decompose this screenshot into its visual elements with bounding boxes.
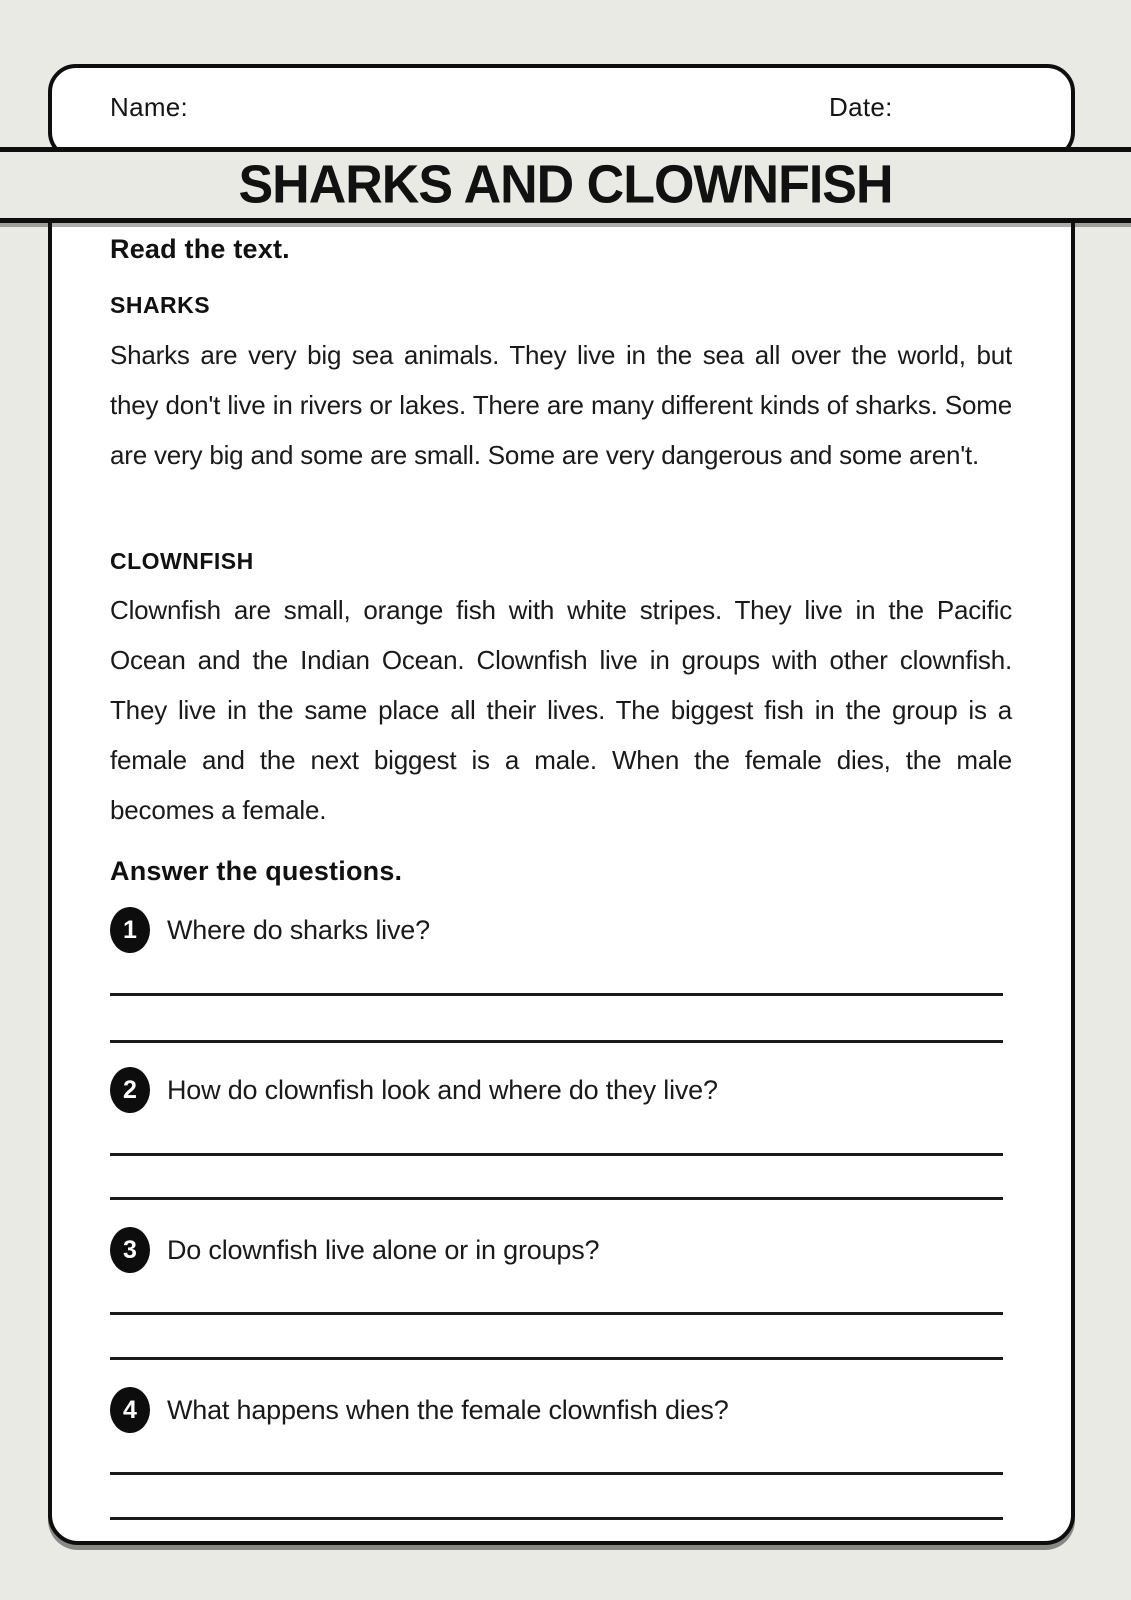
answer-line-1a[interactable]: [110, 993, 1003, 996]
answer-instruction: Answer the questions.: [110, 856, 403, 886]
question-row-4: [110, 1387, 729, 1433]
answer-line-4a[interactable]: [110, 1472, 1003, 1475]
answer-line-3a[interactable]: [110, 1312, 1003, 1315]
passage-heading-clownfish: CLOWNFISH: [110, 548, 254, 574]
question-text-3: Do clownfish live alone or in groups?: [167, 1235, 600, 1265]
title-band: [0, 147, 1131, 223]
question-number-badge-3: 3: [110, 1227, 150, 1273]
question-row-1: [110, 907, 430, 953]
worksheet-title: SHARKS AND CLOWNFISH: [238, 154, 893, 216]
answer-line-2a[interactable]: [110, 1153, 1003, 1156]
date-input-area[interactable]: [902, 86, 1062, 126]
question-text-4: What happens when the female clownfish dies?: [167, 1395, 729, 1425]
question-row-2: [110, 1067, 718, 1113]
read-instruction: Read the text.: [110, 234, 290, 264]
worksheet-card: [48, 150, 1075, 1545]
question-number-badge-4: 4: [110, 1387, 150, 1433]
answer-line-3b[interactable]: [110, 1357, 1003, 1360]
answer-line-1b[interactable]: [110, 1040, 1003, 1043]
answer-line-4b[interactable]: [110, 1517, 1003, 1520]
question-text-2: How do clownfish look and where do they live?: [167, 1075, 718, 1105]
question-number-badge-1: 1: [110, 907, 150, 953]
question-row-3: [110, 1227, 599, 1273]
passage-heading-sharks: SHARKS: [110, 292, 211, 318]
passage-text-clownfish: Clownfish are small, orange fish with white stripes. They live in the Pacific Ocean and the Indian Ocean. Clownfish live in groups with other clownfish. They live in the same place all their lives. The biggest fish in the group is a female and the next biggest is a male. When the female dies, the male becomes a female.: [110, 595, 1012, 825]
name-field-label: Name:: [110, 92, 189, 122]
name-input-area[interactable]: [202, 86, 762, 126]
answer-line-2b[interactable]: [110, 1197, 1003, 1200]
passage-text-sharks: Sharks are very big sea animals. They live in the sea all over the world, but they don't live in rivers or lakes. There are many different kinds of sharks. Some are very big and some are small. Some are very dangerous and some aren't.: [110, 340, 1012, 470]
name-date-card: [48, 64, 1075, 160]
question-text-1: Where do sharks live?: [167, 915, 430, 945]
date-field-label: Date:: [829, 92, 893, 122]
question-number-badge-2: 2: [110, 1067, 150, 1113]
